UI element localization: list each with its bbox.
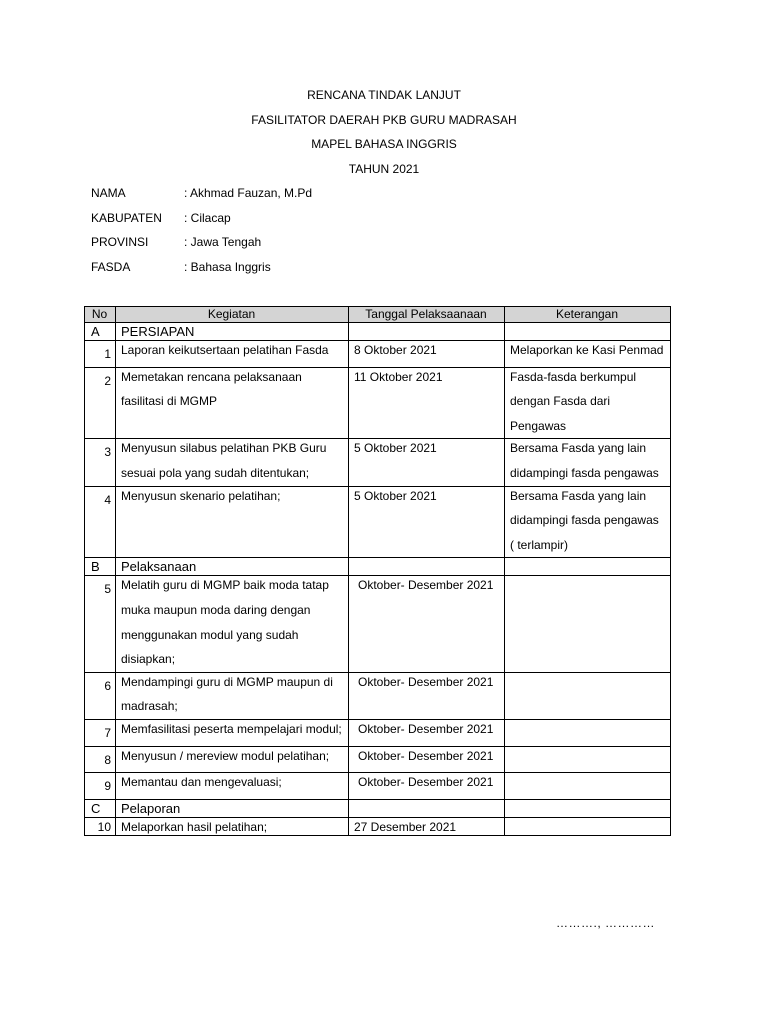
info-label: PROVINSI [91, 235, 149, 249]
row-tanggal-text: 11 Oktober 2021 [354, 369, 443, 384]
row-keterangan [505, 672, 671, 719]
info-value: : Jawa Tengah [184, 235, 262, 249]
info-value: : Bahasa Inggris [184, 259, 271, 274]
table-row [85, 486, 671, 558]
title-line-2: FASILITATOR DAERAH PKB GURU MADRASAH [251, 112, 517, 127]
row-tanggal-text: 8 Oktober 2021 [354, 343, 437, 357]
info-row-kabupaten [91, 209, 312, 234]
row-tanggal-text: Oktober- Desember 2021 [358, 674, 494, 689]
row-keterangan [505, 817, 671, 835]
row-kegiatan-text: Menyusun / mereview modul pelatihan; [121, 748, 330, 763]
row-keterangan-text: Bersama Fasda yang lain didampingi fasda pengawas ( terlampir) [510, 488, 659, 552]
row-kegiatan [116, 439, 349, 486]
row-tanggal-text: Oktober- Desember 2021 [358, 748, 494, 763]
section-code: B [85, 558, 116, 576]
row-kegiatan-text: Memetakan rencana pelaksanaan fasilitasi di MGMP [121, 369, 302, 409]
table-row [85, 672, 671, 719]
table-row [85, 367, 671, 439]
row-keterangan [505, 773, 671, 800]
header-kegiatan: Kegiatan [116, 307, 349, 323]
table-row [85, 341, 671, 368]
row-tanggal [349, 672, 505, 719]
row-number: 5 [85, 576, 116, 672]
document-title [0, 86, 768, 184]
row-keterangan-text: Bersama Fasda yang lain didampingi fasda pengawas [510, 441, 659, 480]
row-keterangan-text: Fasda-fasda berkumpul dengan Fasda dari Pengawas [510, 369, 637, 433]
table-row [85, 773, 671, 800]
row-number: 9 [85, 773, 116, 800]
identity-info [91, 184, 312, 282]
row-number: 10 [85, 817, 116, 835]
row-kegiatan-text: Melatih guru di MGMP baik moda tatap muka maupun moda daring dengan menggunakan modul yang sudah disiapkan; [121, 578, 329, 667]
row-number: 3 [85, 439, 116, 486]
row-keterangan [505, 439, 671, 486]
row-keterangan [505, 341, 671, 368]
row-kegiatan [116, 773, 349, 800]
row-kegiatan [116, 486, 349, 558]
row-keterangan-text: Melaporkan ke Kasi Penmad [510, 343, 664, 357]
table-row [85, 576, 671, 672]
info-row-provinsi [91, 233, 312, 258]
row-tanggal: 27 Desember 2021 [349, 817, 505, 835]
row-kegiatan: Melaporkan hasil pelatihan; [116, 817, 349, 835]
row-kegiatan-text: Menyusun silabus pelatihan PKB Guru sesuai pola yang sudah ditentukan; [121, 441, 327, 480]
section-code: C [85, 799, 116, 817]
row-tanggal-text: 5 Oktober 2021 [354, 441, 437, 456]
title-line-3: MAPEL BAHASA INGGRIS [311, 137, 457, 151]
info-row-nama [91, 184, 312, 209]
header-no: No [85, 307, 116, 323]
table-header-row [85, 307, 671, 323]
place-date-placeholder: ………., ………… [556, 916, 656, 930]
row-kegiatan-text: Menyusun skenario pelatihan; [121, 488, 281, 503]
row-number: 6 [85, 672, 116, 719]
info-row-fasda [91, 258, 312, 283]
row-tanggal [349, 773, 505, 800]
row-tanggal-text: 5 Oktober 2021 [354, 488, 437, 503]
row-kegiatan-text: Laporan keikutsertaan pelatihan Fasda [121, 343, 329, 357]
title-line-4: TAHUN 2021 [348, 161, 420, 176]
row-kegiatan-text: Memantau dan mengevaluasi; [121, 775, 282, 790]
row-tanggal [349, 367, 505, 439]
row-kegiatan [116, 576, 349, 672]
row-kegiatan [116, 341, 349, 368]
table-row [85, 719, 671, 746]
table-row [85, 746, 671, 773]
row-number: 8 [85, 746, 116, 773]
table-row [85, 439, 671, 486]
section-name: PERSIAPAN [116, 323, 349, 341]
row-number: 1 [85, 341, 116, 368]
row-keterangan [505, 576, 671, 672]
row-kegiatan-text: Mendampingi guru di MGMP maupun di madrasah; [121, 674, 333, 714]
row-kegiatan [116, 672, 349, 719]
row-tanggal [349, 486, 505, 558]
row-keterangan [505, 719, 671, 746]
row-tanggal [349, 439, 505, 486]
row-number: 2 [85, 367, 116, 439]
row-number: 7 [85, 719, 116, 746]
row-keterangan [505, 746, 671, 773]
section-row-pelaporan [85, 799, 671, 817]
row-keterangan [505, 486, 671, 558]
table-row [85, 817, 671, 835]
row-tanggal-text: Oktober- Desember 2021 [358, 578, 494, 593]
header-keterangan: Keterangan [505, 307, 671, 323]
row-tanggal-text: Oktober- Desember 2021 [358, 721, 494, 736]
info-value: : Cilacap [184, 210, 231, 225]
row-tanggal [349, 746, 505, 773]
row-tanggal [349, 341, 505, 368]
info-value: : Akhmad Fauzan, M.Pd [184, 186, 313, 200]
section-name: Pelaporan [116, 799, 349, 817]
section-name: Pelaksanaan [116, 558, 349, 576]
row-keterangan [505, 367, 671, 439]
row-kegiatan-text: Memfasilitasi peserta mempelajari modul; [121, 721, 342, 736]
activity-table [84, 306, 671, 836]
row-tanggal [349, 719, 505, 746]
info-label: NAMA [91, 186, 126, 200]
row-kegiatan [116, 367, 349, 439]
row-kegiatan [116, 719, 349, 746]
row-number: 4 [85, 486, 116, 558]
header-tanggal: Tanggal Pelaksaanaan [349, 307, 505, 323]
title-line-1: RENCANA TINDAK LANJUT [307, 88, 461, 102]
row-tanggal [349, 576, 505, 672]
info-label: KABUPATEN [91, 210, 162, 225]
section-code: A [85, 323, 116, 341]
info-label: FASDA [91, 259, 131, 274]
row-tanggal-text: Oktober- Desember 2021 [358, 775, 494, 790]
row-kegiatan [116, 746, 349, 773]
